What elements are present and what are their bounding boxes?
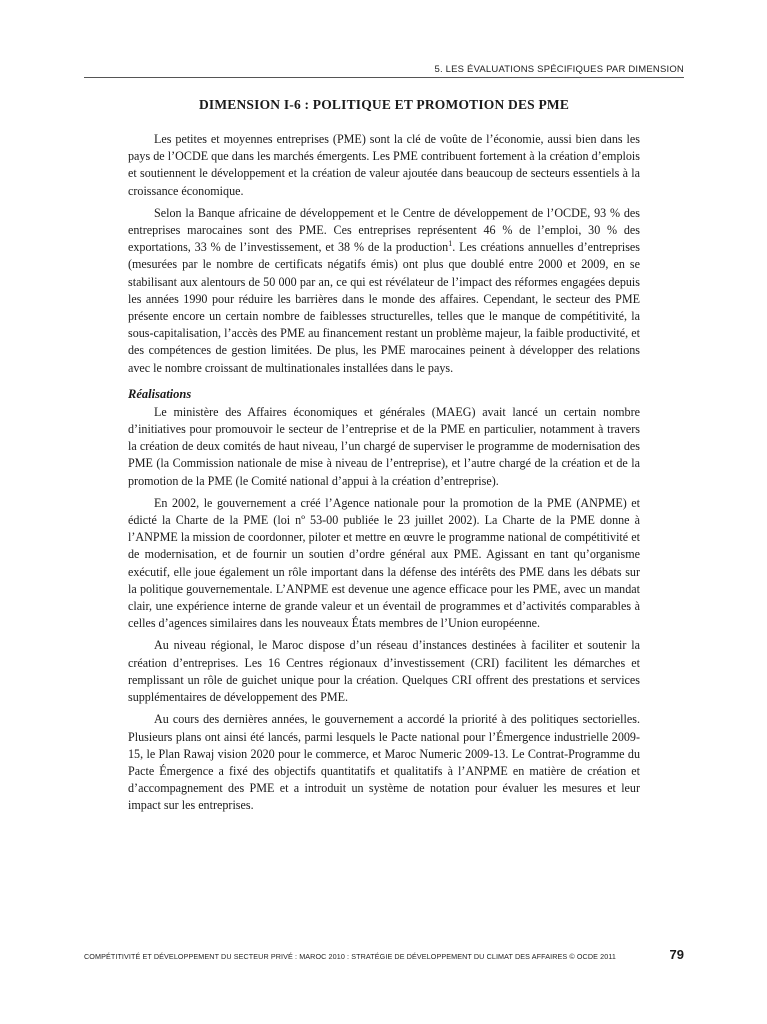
paragraph: Au cours des dernières années, le gouvernement a accordé la priorité à des politiques sectorielles. Plusieurs plans ont ainsi été lancés, parmi lesquels le Pacte national pour l’Émergence industrielle 2009-15, le Plan Rawaj vision 2020 pour le commerce, et Maroc Numeric 2009-13. Le Contrat-Programme du Pacte Émergence a fixé des objectifs quantitatifs et qualitatifs à l’ANPME en matière de création et d’accompagnement des PME et a introduit un système de notation pour évaluer les mesures et leur impact sur les entreprises. [128, 712, 640, 813]
header-rule [84, 77, 684, 78]
paragraph: Au niveau régional, le Maroc dispose d’un réseau d’instances destinées à faciliter et soutenir la création d’entreprises. Les 16 Centres régionaux d’investissement (CRI) facilitent les démarches et remplissant un rôle de guichet unique pour la création. Quelques CRI offrent des prestations et services supplémentaires de développement des PME. [128, 638, 640, 705]
body-text [128, 131, 640, 820]
footer-text: COMPÉTITIVITÉ ET DÉVELOPPEMENT DU SECTEUR PRIVÉ : MAROC 2010 : STRATÉGIE DE DÉVELOPPEMENT DU CLIMAT DES AFFAIRES © OCDE 2011 [84, 952, 616, 961]
page-number: 79 [669, 947, 684, 962]
section-heading: Réalisations [128, 386, 192, 401]
footnote-ref[interactable]: 1 [448, 239, 453, 249]
paragraph: En 2002, le gouvernement a créé l’Agence nationale pour la promotion de la PME (ANPME) et édicté la Charte de la PME (loi nº 53-00 publiée le 23 juillet 2002). La Charte de la PME donne à l’ANPME la mission de coordonner, piloter et mettre en œuvre le programme national de compétitivité et de modernisation, et de fournir un soutien d’ordre général aux PME. Agissant en tant qu’organisme exécutif, elle joue également un rôle important dans la défense des intérêts des PME dans les débats sur la politique gouvernementale. L’ANPME est devenue une agence efficace pour les PME, avec un mandat clair, une expérience interne de grande valeur et un éventail de programmes et d’activités comparables à celles d’agences similaires dans les nouveaux États membres de l’Union européenne. [128, 495, 640, 631]
paragraph-text: . Les créations annuelles d’entreprises (mesurées par le nombre de certificats négatifs émis) ont plus que doublé entre 2000 et 2009, en se stabilisant aux alentours de 50 000 par an, ce qui est révélateur de l’impact des réformes engagées depuis les années 1990 pour réduire les barrières dans le monde des affaires. Cependant, le secteur des PME présente encore un certain nombre de faiblesses structurelles, telles que le manque de compétitivité, la sous-capitalisation, l’accès des PME au financement restant un problème majeur, la faible productivité, et des compétences de gestion limitées. De plus, les PME marocaines peinent à développer des relations avec le nombre croissant de multinationales installées dans le pays. [128, 240, 640, 375]
running-head: 5. LES ÉVALUATIONS SPÉCIFIQUES PAR DIMENSION [434, 64, 684, 75]
page-title: DIMENSION I-6 : POLITIQUE ET PROMOTION DES PME [198, 97, 570, 112]
paragraph: Les petites et moyennes entreprises (PME) sont la clé de voûte de l’économie, aussi bien dans les pays de l’OCDE que dans les marchés émergents. Les PME contribuent fortement à la création d’emplois et soutiennent le développement et la création de valeur ajoutée dans beaucoup de secteurs essentiels à la croissance économique. [128, 132, 640, 198]
paragraph-text: Selon la Banque africaine de développement et le Centre de développement de l’OCDE, 93 % des entreprises marocaines sont des PME. Ces entreprises représentent 46 % de l’emploi, 30 % des exportations, 33 % de l’investissement, et 38 % de la production [128, 205, 640, 255]
paragraph: Le ministère des Affaires économiques et générales (MAEG) avait lancé un certain nombre d’initiatives pour promouvoir le secteur de l’entreprise et de la PME en particulier, notamment à travers la création de deux comités de haut niveau, l’un chargé de superviser le programme de modernisation des PME (la Commission nationale de mise à niveau de l’entreprise), et l’autre chargé de la création et de la promotion de la PME (le Comité national d’appui à la création d’entreprise). [128, 404, 640, 488]
paragraph [128, 205, 640, 377]
